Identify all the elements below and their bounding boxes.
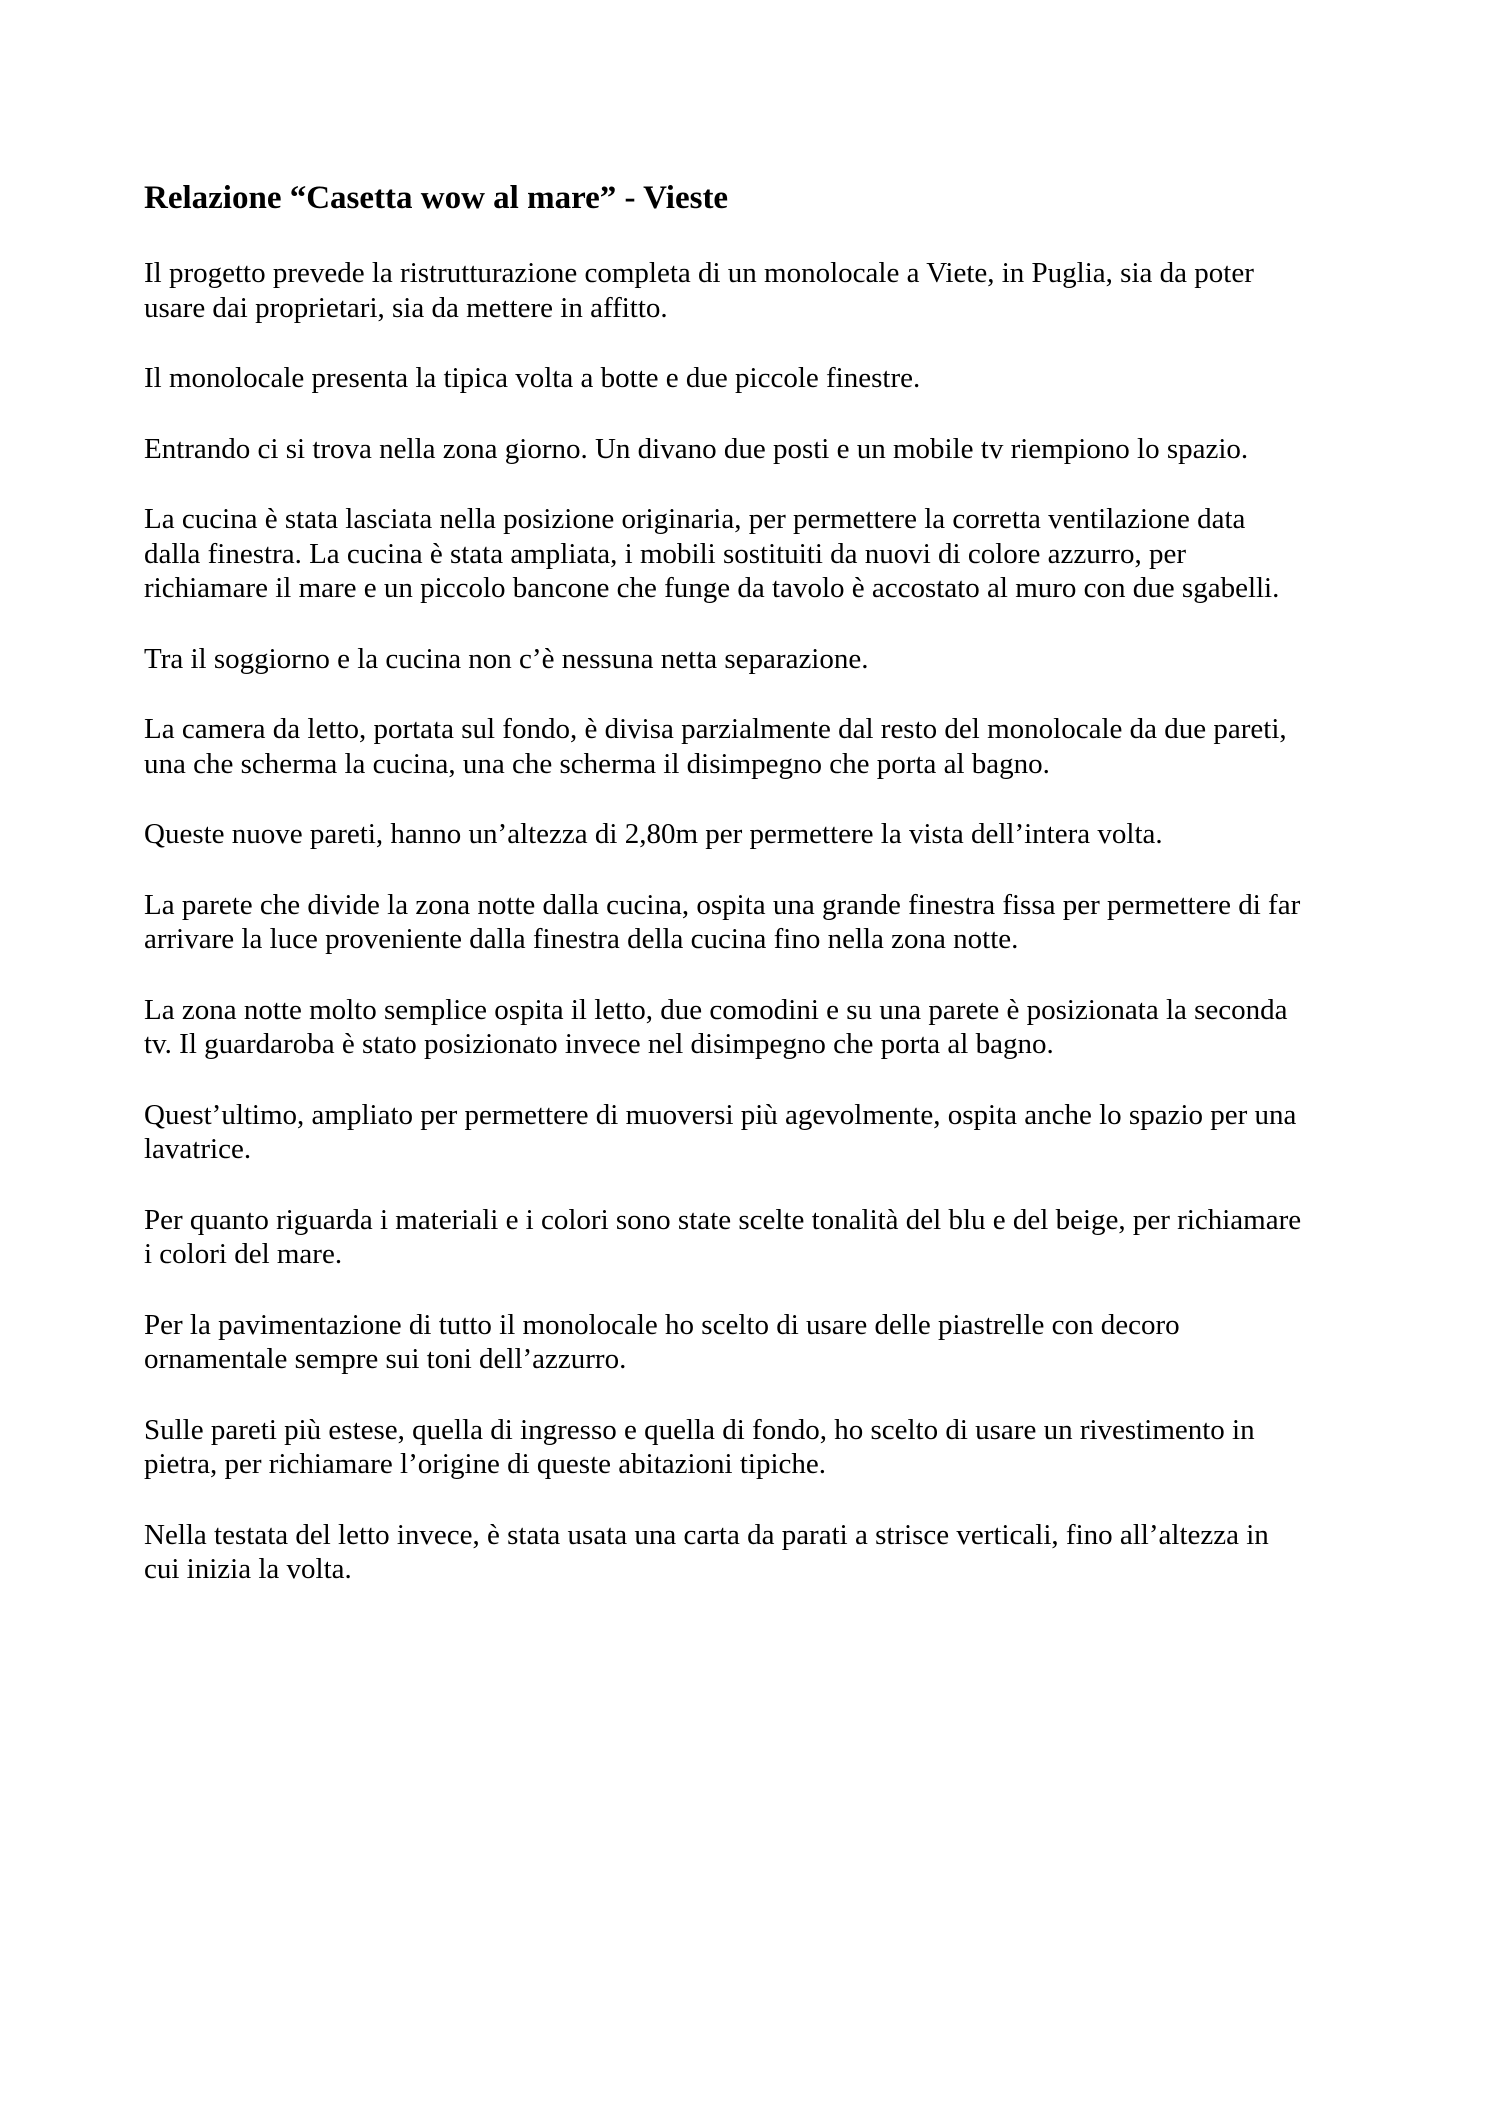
paragraph-line: La cucina è stata lasciata nella posizione originaria, per permettere la corretta ventilazione data — [144, 503, 1246, 535]
paragraph-line: Per la pavimentazione di tutto il monolocale ho scelto di usare delle piastrelle con decoro — [144, 1308, 1180, 1341]
paragraph-line: una che scherma la cucina, una che scherma il disimpegno che porta al bagno. — [144, 747, 1050, 780]
paragraph-line: Queste nuove pareti, hanno un’altezza di 2,80m per permettere la vista dell’intera volta. — [144, 818, 1163, 850]
document-body — [144, 256, 1424, 1623]
paragraph — [144, 1098, 1424, 1167]
paragraph-line: ornamentale sempre sui toni dell’azzurro. — [144, 1343, 627, 1375]
paragraph-line: Nella testata del letto invece, è stata usata una carta da parati a strisce verticali, fino all’altezza in — [144, 1518, 1269, 1551]
paragraph-line: i colori del mare. — [144, 1238, 343, 1270]
paragraph-line: richiamare il mare e un piccolo bancone che funge da tavolo è accostato al muro con due sgabelli. — [144, 572, 1280, 604]
paragraph — [144, 712, 1424, 781]
paragraph — [144, 361, 1424, 396]
paragraph-line: Per quanto riguarda i materiali e i colori sono state scelte tonalità del blu e del beige, per richiamare — [144, 1203, 1302, 1236]
paragraph-line: dalla finestra. La cucina è stata ampliata, i mobili sostituiti da nuovi di colore azzurro, per — [144, 537, 1187, 570]
paragraph-line: La zona notte molto semplice ospita il letto, due comodini e su una parete è posizionata la seconda — [144, 993, 1288, 1026]
paragraph — [144, 993, 1424, 1062]
paragraph-line: Il monolocale presenta la tipica volta a botte e due piccole finestre. — [144, 362, 921, 394]
paragraph — [144, 1518, 1424, 1587]
paragraph — [144, 432, 1424, 467]
paragraph-line: Quest’ultimo, ampliato per permettere di muoversi più agevolmente, ospita anche lo spazio per una — [144, 1098, 1297, 1131]
paragraph — [144, 1308, 1424, 1377]
paragraph — [144, 817, 1424, 852]
document-title: Relazione “Casetta wow al mare” - Vieste — [144, 180, 729, 216]
paragraph — [144, 888, 1424, 957]
paragraph-line: Entrando ci si trova nella zona giorno. Un divano due posti e un mobile tv riempiono lo spazio. — [144, 432, 1249, 465]
paragraph — [144, 256, 1424, 325]
paragraph — [144, 1203, 1424, 1272]
paragraph — [144, 502, 1424, 606]
paragraph-line: Il progetto prevede la ristrutturazione completa di un monolocale a Viete, in Puglia, sia da poter — [144, 257, 1254, 289]
paragraph — [144, 1413, 1424, 1482]
paragraph — [144, 642, 1424, 677]
paragraph-line: Sulle pareti più estese, quella di ingresso e quella di fondo, ho scelto di usare un rivestimento in — [144, 1413, 1255, 1446]
paragraph-line: La camera da letto, portata sul fondo, è divisa parzialmente dal resto del monolocale da due pareti, — [144, 713, 1287, 745]
paragraph-line: Tra il soggiorno e la cucina non c’è nessuna netta separazione. — [144, 642, 869, 675]
paragraph-line: cui inizia la volta. — [144, 1553, 352, 1585]
paragraph-line: usare dai proprietari, sia da mettere in affitto. — [144, 291, 668, 324]
paragraph-line: arrivare la luce proveniente dalla finestra della cucina fino nella zona notte. — [144, 923, 1019, 955]
paragraph-line: lavatrice. — [144, 1133, 252, 1165]
paragraph-line: tv. Il guardaroba è stato posizionato invece nel disimpegno che porta al bagno. — [144, 1028, 1054, 1060]
paragraph-line: pietra, per richiamare l’origine di queste abitazioni tipiche. — [144, 1448, 827, 1480]
paragraph-line: La parete che divide la zona notte dalla cucina, ospita una grande finestra fissa per permettere di far — [144, 888, 1301, 921]
